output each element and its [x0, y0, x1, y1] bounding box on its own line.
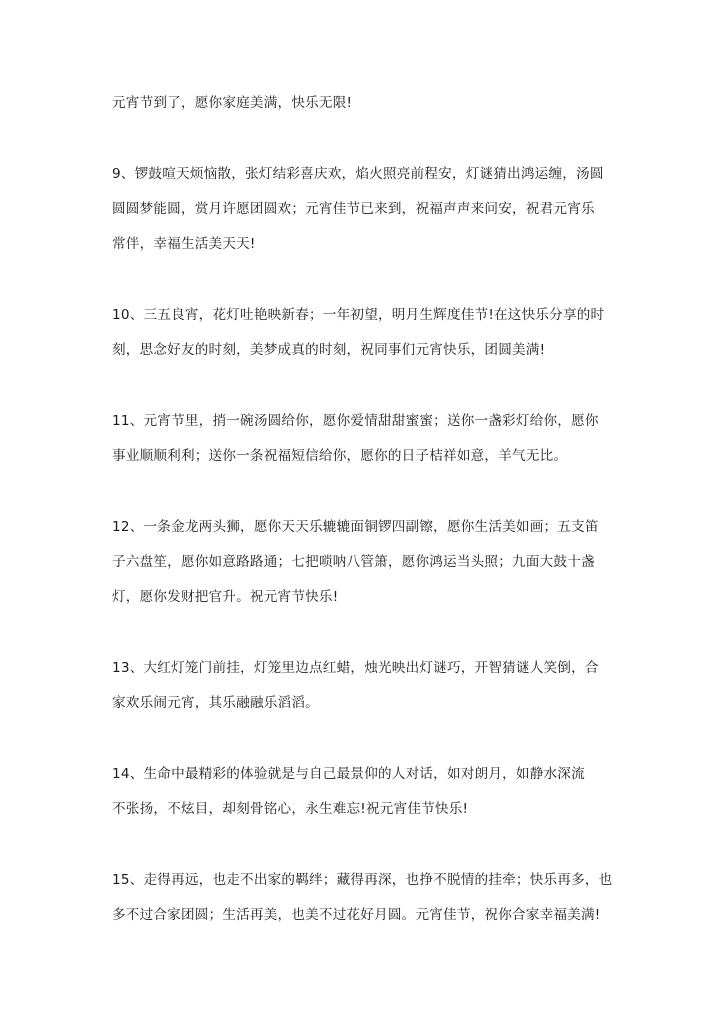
- paragraph-12: [112, 510, 612, 615]
- text-line: 13、大红灯笼门前挂，灯笼里边点红蜡，烛光映出灯谜巧，开智猜谜人笑倒，合: [112, 660, 599, 676]
- text-line: 9、锣鼓喧天烦恼散，张灯结彩喜庆欢，焰火照亮前程安，灯谜猜出鸿运缠，汤圆: [112, 166, 604, 182]
- document-body: [112, 86, 612, 969]
- text-line: 家欢乐闹元宵，其乐融融乐滔滔。: [112, 695, 319, 711]
- text-line: 刻，思念好友的时刻，美梦成真的时刻，祝同事们元宵快乐，团圆美满!: [112, 342, 546, 358]
- paragraph-10: [112, 298, 612, 368]
- paragraph-11: [112, 404, 612, 474]
- text-line: 10、三五良宵，花灯吐艳映新春；一年初望，明月生辉度佳节!在这快乐分享的时: [112, 307, 605, 323]
- paragraph-13: [112, 651, 612, 721]
- text-line: 15、走得再远，也走不出家的羁绊；藏得再深，也挣不脱情的挂牵；快乐再多，也: [112, 872, 613, 888]
- text-line: 多不过合家团圆；生活再美，也美不过花好月圆。元宵佳节，祝你合家幸福美满!: [112, 907, 601, 923]
- text-line: 事业顺顺利利；送你一条祝福短信给你，愿你的日子桔祥如意，羊气无比。: [112, 448, 568, 464]
- text-line: 12、一条金龙两头狮，愿你天天乐辘辘面铜锣四副镲，愿你生活美如画；五支笛: [112, 519, 599, 535]
- paragraph-14: [112, 757, 612, 827]
- text-line: 14、生命中最精彩的体验就是与自己最景仰的人对话，如对朗月，如静水深流: [112, 766, 585, 782]
- paragraph-15: [112, 863, 612, 933]
- text-line: 11、元宵节里，捎一碗汤圆给你，愿你爱情甜甜蜜蜜；送你一盏彩灯给你，愿你: [112, 413, 599, 429]
- text-line: 元宵节到了，愿你家庭美满，快乐无限!: [112, 95, 353, 111]
- text-line: 常伴，幸福生活美天天!: [112, 236, 256, 252]
- paragraph-9: [112, 157, 612, 262]
- paragraph-intro-tail: [112, 86, 612, 121]
- text-line: 子六盘笙，愿你如意路路通；七把唢呐八管箫，愿你鸿运当头照；九面大鼓十盏: [112, 554, 595, 570]
- text-line: 不张扬，不炫目，却刻骨铭心，永生难忘!祝元宵佳节快乐!: [112, 801, 469, 817]
- text-line: 圆圆梦能圆，赏月许愿团圆欢；元宵佳节已来到，祝福声声来问安，祝君元宵乐: [112, 201, 595, 217]
- text-line: 灯，愿你发财把官升。祝元宵节快乐!: [112, 589, 339, 605]
